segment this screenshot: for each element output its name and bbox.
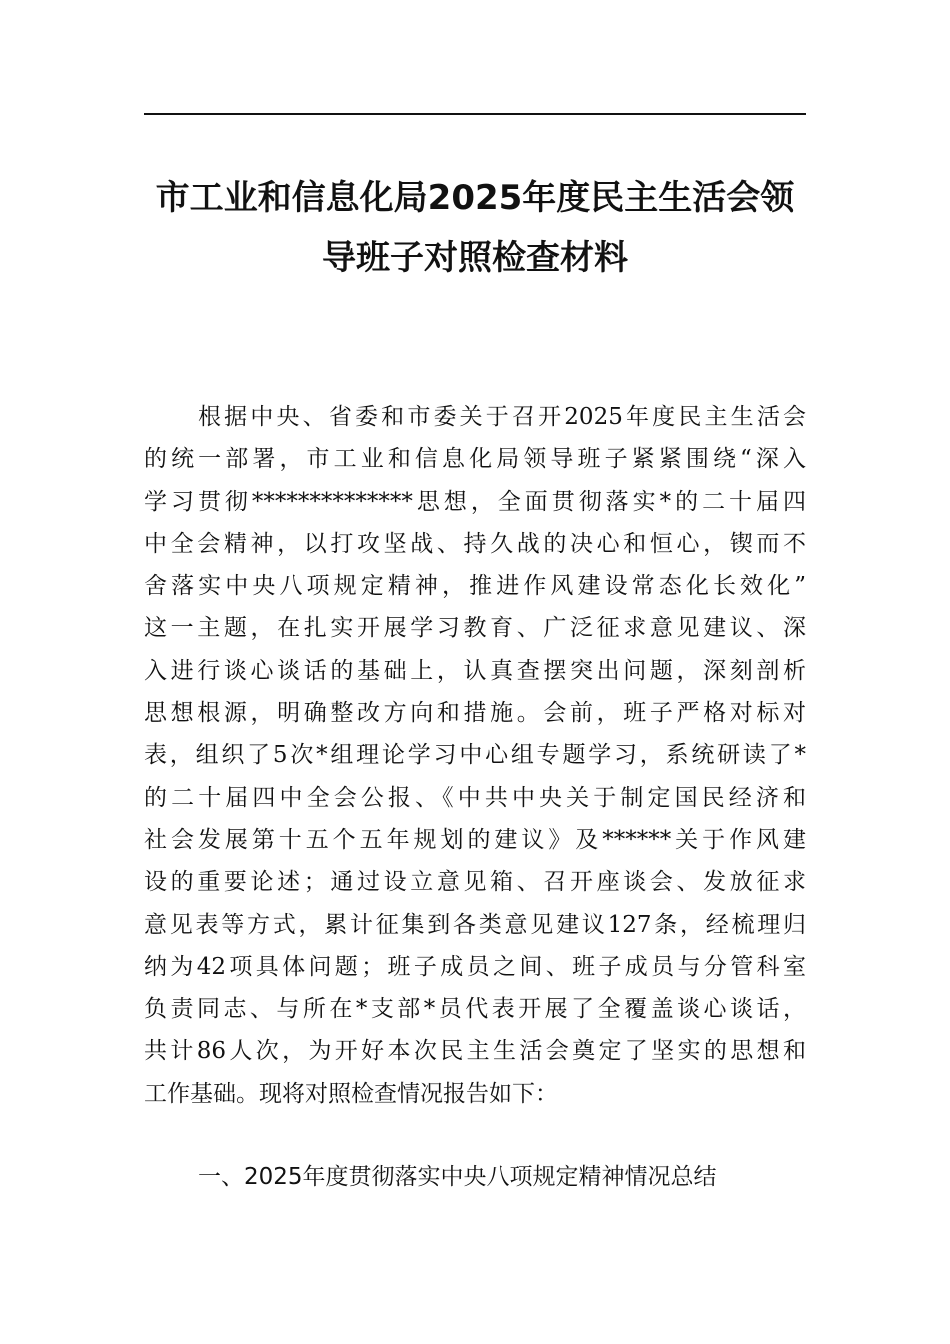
paragraph-line: 根据中央、省委和市委关于召开2025年度民主生活会 [198, 404, 806, 430]
title-line-1: 市工业和信息化局2025年度民主生活会领 [155, 178, 795, 218]
paragraph-line: 工作基础。现将对照检查情况报告如下： [144, 1080, 558, 1107]
paragraph-line: 社会发展第十五个五年规划的建议》及******关于作风建 [144, 826, 806, 853]
paragraph-line: 意见表等方式，累计征集到各类意见建议127条，经梳理归 [144, 911, 806, 938]
paragraph-line: 的统一部署，市工业和信息化局领导班子紧紧围绕“深入 [144, 446, 806, 473]
section-heading: 一、2025年度贯彻落实中央八项规定精神情况总结 [198, 1164, 717, 1190]
intro-paragraph [144, 396, 806, 1115]
paragraph-line: 共计86人次，为开好本次民主生活会奠定了坚实的思想和 [144, 1038, 806, 1065]
paragraph-line: 舍落实中央八项规定精神，推进作风建设常态化长效化” [144, 573, 806, 600]
paragraph-line: 思想根源，明确整改方向和措施。会前，班子严格对标对 [144, 700, 806, 727]
paragraph-line: 负责同志、与所在*支部*员代表开展了全覆盖谈心谈话， [144, 996, 806, 1023]
paragraph-line: 表，组织了5次*组理论学习中心组专题学习，系统研读了* [144, 742, 806, 769]
paragraph-line: 设的重要论述；通过设立意见箱、召开座谈会、发放征求 [144, 869, 806, 896]
header-rule [144, 113, 806, 115]
paragraph-line: 入进行谈心谈话的基础上，认真查摆突出问题，深刻剖析 [144, 657, 806, 684]
document-title [144, 168, 806, 288]
title-line-2: 导班子对照检查材料 [322, 238, 628, 278]
paragraph-line: 的二十届四中全会公报、《中共中央关于制定国民经济和 [144, 784, 806, 811]
paragraph-line: 学习贯彻**************思想，全面贯彻落实*的二十届四 [144, 488, 806, 515]
paragraph-line: 纳为42项具体问题；班子成员之间、班子成员与分管科室 [144, 953, 806, 980]
paragraph-line: 这一主题，在扎实开展学习教育、广泛征求意见建议、深 [144, 615, 806, 642]
paragraph-line: 中全会精神，以打攻坚战、持久战的决心和恒心，锲而不 [144, 530, 806, 557]
